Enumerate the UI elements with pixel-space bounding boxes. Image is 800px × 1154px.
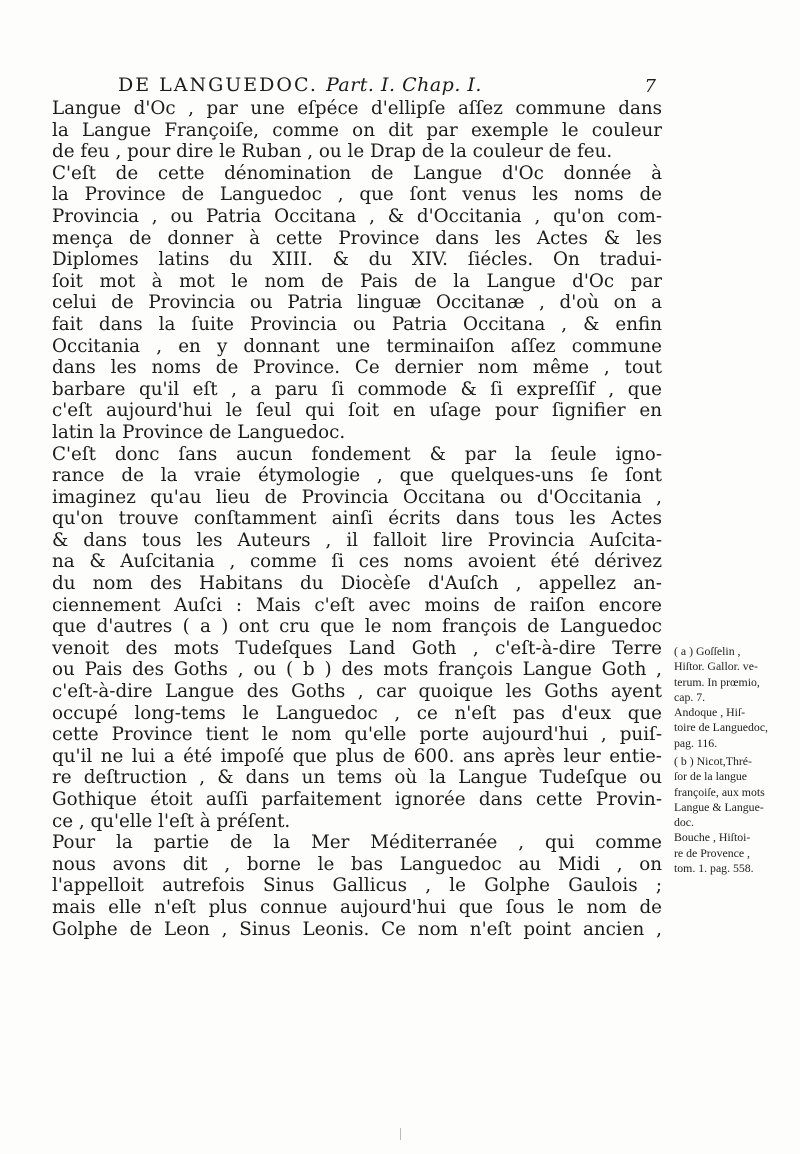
running-title: [118, 74, 482, 96]
text-line: Occitania , en y donnant une terminaiſon aſſez commune: [52, 335, 662, 357]
main-text-column: [52, 98, 662, 940]
text-line: de feu , pour dire le Ruban , ou le Drap de la couleur de feu.: [52, 141, 613, 163]
text-line: la Langue Françoiſe, comme on dit par exemple le couleur: [52, 119, 662, 141]
margin-note-b: [674, 754, 788, 876]
text-line: C'eſt de cette dénomination de Langue d'Oc donnée à: [52, 162, 662, 184]
margin-note-line: Bouche , Hiſtoi-: [674, 830, 751, 845]
text-line: du nom des Habitans du Diocèſe d'Auſch , appellez an-: [52, 573, 662, 595]
margin-note-a: [674, 644, 788, 751]
margin-note-line: ( b ) Nicot,Thré-: [674, 754, 752, 768]
text-line: rance de la vraie étymologie , que quelques-uns ſe ſont: [52, 465, 662, 487]
text-line: na & Auſcitania , comme ſi ces noms avoient été dérivez: [52, 551, 662, 573]
text-line: l'appelloit autrefois Sinus Gallicus , le Golphe Gaulois ;: [52, 875, 662, 897]
text-line: Langue d'Oc , par une eſpéce d'ellipſe aſſez commune dans: [52, 98, 662, 119]
text-line: imaginez qu'au lieu de Provincia Occitana ou d'Occitania ,: [52, 486, 662, 508]
text-line: venoit des mots Tudeſques Land Goth , c'eſt-à-dire Terre: [52, 637, 662, 659]
text-line: Provincia , ou Patria Occitana , & d'Occitania , qu'on com-: [52, 205, 662, 227]
text-line: Diplomes latins du XIII. & du XIV. ſiécles. On tradui-: [52, 249, 662, 271]
text-line: Pour la partie de la Mer Méditerranée , qui comme: [52, 832, 662, 854]
margin-note-line: Hiſtor. Gallor. ve-: [674, 659, 758, 674]
text-line: cette Province tient le nom qu'elle porte aujourd'hui , puiſ-: [52, 724, 662, 746]
part-chapter-label: Part. I. Chap. I.: [325, 74, 482, 96]
text-line: barbare qu'il eſt , a paru ſi commode & ſi expreſſif , que: [52, 378, 662, 400]
margin-note-line: françoiſe, aux mots: [674, 784, 765, 799]
text-line: Golphe de Leon , Sinus Leonis. Ce nom n'eſt point ancien ,: [52, 918, 662, 940]
text-line: occupé long-tems le Languedoc , ce n'eſt pas d'eux que: [52, 702, 662, 724]
margin-note-line: toire de Languedoc,: [674, 720, 769, 735]
margin-note-line: pag. 116.: [674, 735, 718, 750]
text-line: mença de donner à cette Province dans les Actes & les: [52, 227, 662, 249]
margin-note-line: ( a ) Goſſelin ,: [674, 644, 741, 658]
text-line: c'eſt-à-dire Langue des Goths , car quoique les Goths ayent: [52, 681, 662, 703]
text-line: qu'on trouve conſtamment ainſi écrits dans tous les Actes: [52, 508, 662, 530]
text-line: C'eſt donc ſans aucun fondement & par la ſeule igno-: [52, 443, 662, 465]
margin-note-line: doc.: [674, 815, 694, 830]
margin-note-line: re de Provence ,: [674, 845, 750, 860]
text-line: ce , qu'elle l'eſt à préſent.: [52, 810, 291, 832]
margin-note-line: cap. 7.: [674, 689, 706, 704]
margin-note-line: Langue & Langue-: [674, 799, 764, 814]
text-line: mais elle n'eſt plus connue aujourd'hui que ſous le nom de: [52, 896, 662, 918]
text-line: fait dans la ſuite Provincia ou Patria Occitana , & enfin: [52, 313, 662, 335]
text-line: latin la Province de Languedoc.: [52, 421, 346, 443]
page-edge-mark: [400, 1128, 401, 1140]
text-line: nous avons dit , borne le bas Languedoc au Midi , on: [52, 853, 662, 875]
text-line: ciennement Auſci : Mais c'eſt avec moins de raiſon encore: [52, 594, 662, 616]
page-number: 7: [644, 76, 658, 97]
text-line: celui de Provincia ou Patria linguæ Occitanæ , d'où on a: [52, 292, 662, 314]
text-line: que d'autres ( a ) ont cru que le nom françois de Languedoc: [52, 616, 662, 638]
running-title-text: DE LANGUEDOC.: [118, 74, 318, 96]
text-line: & dans tous les Auteurs , il falloit lire Provincia Auſcita-: [52, 529, 662, 551]
text-line: ſoit mot à mot le nom de Pais de la Langue d'Oc par: [52, 270, 662, 292]
margin-note-line: ſor de la langue: [674, 769, 748, 784]
text-line: c'eſt aujourd'hui le ſeul qui ſoit en uſage pour ſignifier en: [52, 400, 662, 422]
text-line: qu'il ne lui a été impoſé que plus de 600. ans après leur entie-: [52, 745, 662, 767]
margin-note-line: terum. In prœmio,: [674, 674, 760, 689]
margin-note-line: Andoque , Hiſ-: [674, 705, 746, 720]
text-line: ou Pais des Goths , ou ( b ) des mots françois Langue Goth ,: [52, 659, 662, 681]
text-line: dans les noms de Province. Ce dernier nom même , tout: [52, 357, 662, 379]
text-line: re deſtruction , & dans un tems où la Langue Tudeſque ou: [52, 767, 662, 789]
running-header: [118, 74, 658, 98]
text-line: la Province de Languedoc , que ſont venus les noms de: [52, 184, 662, 206]
margin-note-line: tom. 1. pag. 558.: [674, 861, 754, 876]
text-line: Gothique étoit auſſi parfaitement ignorée dans cette Provin-: [52, 789, 662, 810]
